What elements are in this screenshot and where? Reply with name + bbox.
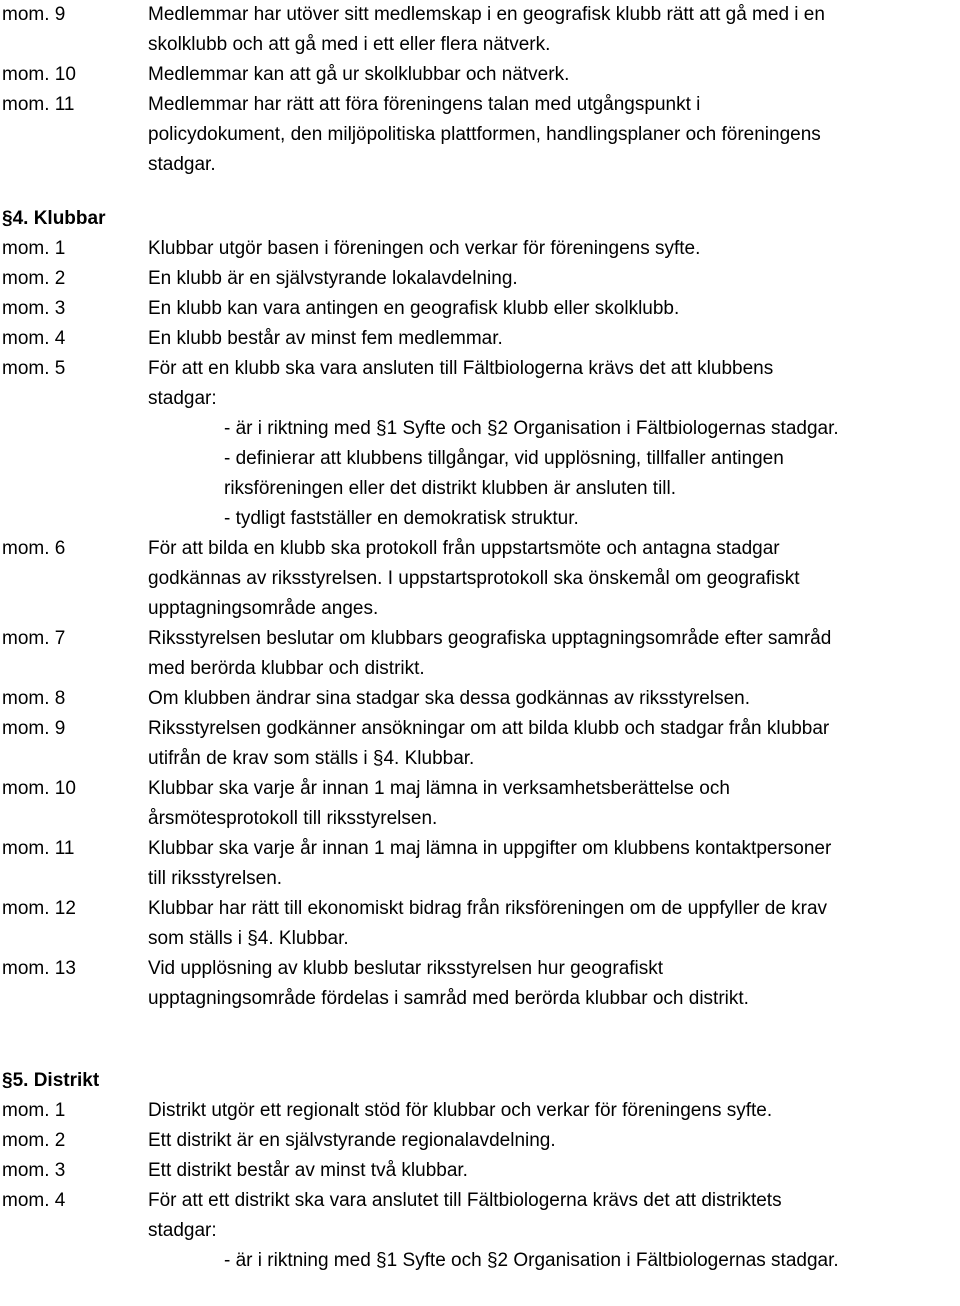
paragraph-text [148, 1126, 960, 1156]
paragraph-row [0, 264, 960, 294]
text-line: Distrikt utgör ett regionalt stöd för klubbar och verkar för föreningens syfte. [148, 1100, 773, 1121]
text-line: med berörda klubbar och distrikt. [148, 658, 425, 679]
text-line: För att bilda en klubb ska protokoll från uppstartsmöte och antagna stadgar [148, 538, 780, 559]
text-line: skolklubb och att gå med i ett eller flera nätverk. [148, 34, 551, 55]
paragraph-text [148, 714, 960, 774]
paragraph-text [148, 774, 960, 834]
text-line: Ett distrikt är en självstyrande regionalavdelning. [148, 1130, 556, 1151]
paragraph-row [0, 624, 960, 684]
paragraph-label: mom. 9 [2, 4, 66, 25]
paragraph-text [148, 1096, 960, 1126]
paragraph-row [0, 90, 960, 180]
text-line: För att en klubb ska vara ansluten till Fältbiologerna krävs det att klubbens [148, 358, 774, 379]
paragraph-text [148, 294, 960, 324]
paragraph-label: mom. 1 [2, 238, 66, 259]
paragraph-row [0, 774, 960, 834]
list-item: - är i riktning med §1 Syfte och §2 Organisation i Fältbiologernas stadgar. [224, 418, 839, 439]
section-distrikt [0, 1096, 960, 1276]
paragraph-row [0, 294, 960, 324]
text-line: som ställs i §4. Klubbar. [148, 928, 349, 949]
paragraph-row [0, 1186, 960, 1276]
text-line: Riksstyrelsen beslutar om klubbars geografiska upptagningsområde efter samråd [148, 628, 832, 649]
text-line: Riksstyrelsen godkänner ansökningar om att bilda klubb och stadgar från klubbar [148, 718, 830, 739]
text-line: upptagningsområde fördelas i samråd med berörda klubbar och distrikt. [148, 988, 749, 1009]
text-line: Klubbar ska varje år innan 1 maj lämna in uppgifter om klubbens kontaktpersoner [148, 838, 832, 859]
paragraph-text [148, 834, 960, 894]
paragraph-label: mom. 12 [2, 898, 76, 919]
paragraph-row [0, 954, 960, 1014]
paragraph-row [0, 234, 960, 264]
list-item: - är i riktning med §1 Syfte och §2 Organisation i Fältbiologernas stadgar. [224, 1250, 839, 1271]
paragraph-label: mom. 2 [2, 268, 66, 289]
paragraph-label: mom. 4 [2, 1190, 66, 1211]
text-line: En klubb är en självstyrande lokalavdelning. [148, 268, 518, 289]
text-line: policydokument, den miljöpolitiska plattformen, handlingsplaner och föreningens [148, 124, 821, 145]
paragraph-label: mom. 3 [2, 298, 66, 319]
text-line: upptagningsområde anges. [148, 598, 379, 619]
text-line: En klubb kan vara antingen en geografisk klubb eller skolklubb. [148, 298, 680, 319]
text-line: Medlemmar har utöver sitt medlemskap i en geografisk klubb rätt att gå med i en [148, 4, 825, 25]
paragraph-label: mom. 11 [2, 838, 75, 859]
text-line: utifrån de krav som ställs i §4. Klubbar. [148, 748, 475, 769]
paragraph-text [148, 0, 960, 60]
paragraph-label: mom. 3 [2, 1160, 66, 1181]
paragraph-row [0, 1126, 960, 1156]
paragraph-text [148, 954, 960, 1014]
text-line: stadgar: [148, 388, 217, 409]
paragraph-label: mom. 11 [2, 94, 75, 115]
paragraph-text [148, 684, 960, 714]
paragraph-label: mom. 7 [2, 628, 66, 649]
text-line: Medlemmar kan att gå ur skolklubbar och nätverk. [148, 64, 570, 85]
paragraph-row [0, 1096, 960, 1126]
text-line: årsmötesprotokoll till riksstyrelsen. [148, 808, 438, 829]
text-line: Vid upplösning av klubb beslutar riksstyrelsen hur geografiskt [148, 958, 664, 979]
text-line: Ett distrikt består av minst två klubbar. [148, 1160, 468, 1181]
text-line: godkännas av riksstyrelsen. I uppstartsprotokoll ska önskemål om geografiskt [148, 568, 800, 589]
text-line: Klubbar har rätt till ekonomiskt bidrag från riksföreningen om de uppfyller de krav [148, 898, 828, 919]
paragraph-row [0, 60, 960, 90]
paragraph-text [148, 624, 960, 684]
text-line: Om klubben ändrar sina stadgar ska dessa godkännas av riksstyrelsen. [148, 688, 750, 709]
paragraph-label: mom. 9 [2, 718, 66, 739]
paragraph-label: mom. 13 [2, 958, 76, 979]
paragraph-row [0, 354, 960, 534]
list-item: - tydligt fastställer en demokratisk struktur. [224, 508, 579, 529]
paragraph-text [148, 264, 960, 294]
paragraph-text [148, 90, 960, 180]
paragraph-row [0, 0, 960, 60]
paragraph-label: mom. 10 [2, 64, 76, 85]
paragraph-label: mom. 6 [2, 538, 66, 559]
spacer [0, 180, 960, 204]
text-line: stadgar: [148, 1220, 217, 1241]
paragraph-row [0, 534, 960, 624]
paragraph-text [148, 894, 960, 954]
paragraph-row [0, 324, 960, 354]
paragraph-text [148, 1186, 960, 1276]
paragraph-row [0, 714, 960, 774]
text-line: till riksstyrelsen. [148, 868, 283, 889]
text-line: För att ett distrikt ska vara anslutet till Fältbiologerna krävs det att distriktets [148, 1190, 782, 1211]
paragraph-label: mom. 2 [2, 1130, 66, 1151]
section-heading-klubbar: §4. Klubbar [2, 208, 106, 229]
list-item: riksföreningen eller det distrikt klubben är ansluten till. [224, 478, 677, 499]
text-line: Klubbar ska varje år innan 1 maj lämna in verksamhetsberättelse och [148, 778, 730, 799]
spacer [0, 1014, 960, 1066]
intro-section [0, 0, 960, 180]
paragraph-text [148, 354, 960, 534]
paragraph-text [148, 534, 960, 624]
paragraph-row [0, 894, 960, 954]
text-line: Medlemmar har rätt att föra föreningens talan med utgångspunkt i [148, 94, 701, 115]
paragraph-row [0, 684, 960, 714]
list-item: - definierar att klubbens tillgångar, vid upplösning, tillfaller antingen [224, 448, 784, 469]
paragraph-text [148, 234, 960, 264]
paragraph-label: mom. 8 [2, 688, 66, 709]
paragraph-row [0, 1156, 960, 1186]
text-line: En klubb består av minst fem medlemmar. [148, 328, 503, 349]
text-line: stadgar. [148, 154, 216, 175]
paragraph-text [148, 60, 960, 90]
paragraph-label: mom. 1 [2, 1100, 66, 1121]
section-heading-distrikt: §5. Distrikt [2, 1070, 100, 1091]
paragraph-text [148, 324, 960, 354]
paragraph-label: mom. 5 [2, 358, 66, 379]
paragraph-row [0, 834, 960, 894]
section-klubbar [0, 234, 960, 1014]
paragraph-label: mom. 4 [2, 328, 66, 349]
text-line: Klubbar utgör basen i föreningen och verkar för föreningens syfte. [148, 238, 701, 259]
paragraph-label: mom. 10 [2, 778, 76, 799]
paragraph-text [148, 1156, 960, 1186]
